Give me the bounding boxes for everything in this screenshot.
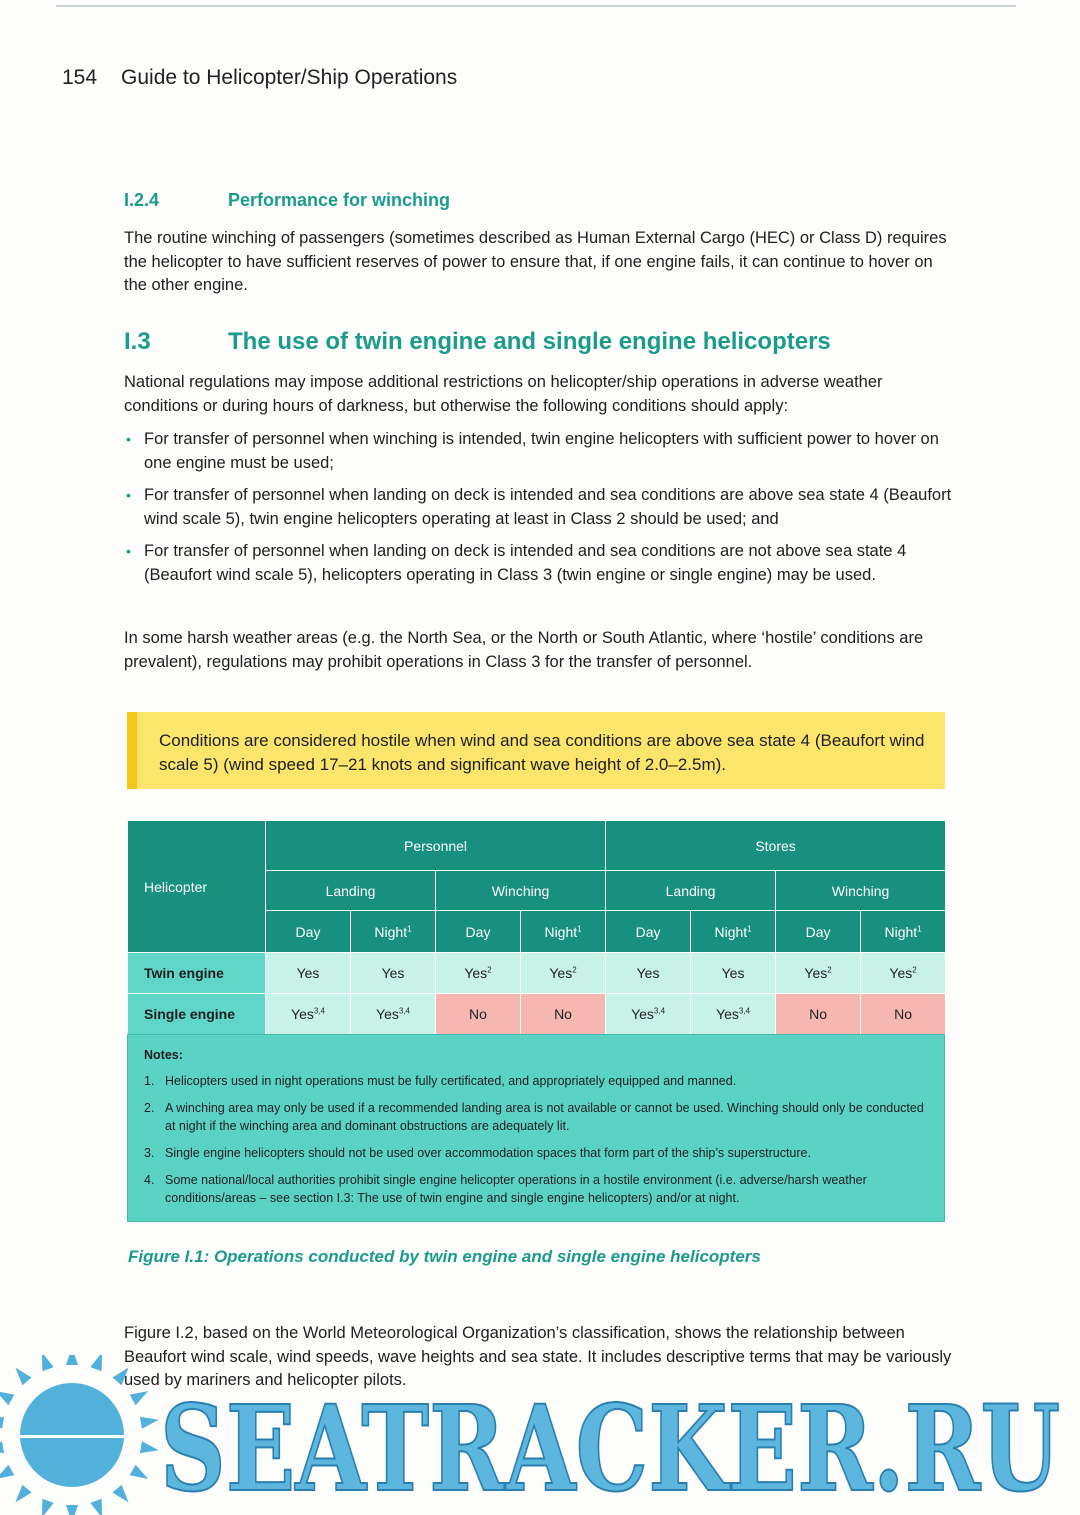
header-helicopter: Helicopter (128, 821, 266, 953)
table-row (128, 953, 946, 994)
header-night: Night$^1$ (691, 911, 776, 953)
notes-list (144, 1072, 924, 1216)
header-stores-winching: Winching (776, 871, 946, 911)
header-personnel: Personnel (266, 821, 606, 871)
header-stores-landing: Landing (606, 871, 776, 911)
table-cell: Yes (691, 953, 776, 994)
conditions-list (124, 428, 954, 596)
list-item: • For transfer of personnel when winching is intended, twin engine helicopters with sufficient power to hover on one engine must be used; (126, 430, 939, 472)
list-item: 1. Helicopters used in night operations must be fully certificated, and appropriately equipped and manned. (144, 1074, 737, 1088)
closing-paragraph: Figure I.2, based on the World Meteorological Organization’s classification, shows the relationship between Beaufort wind scale, wind speeds, wave heights and sea state. It includes descriptive terms that may be variously used by mariners and helicopter pilots. (124, 1324, 952, 1389)
sun-icon (0, 1355, 160, 1515)
hostile-conditions-callout (127, 712, 945, 789)
figure-caption: Figure I.1: Operations conducted by twin engine and single engine helicopters (128, 1247, 761, 1266)
header-day: Day (266, 911, 351, 953)
section-title-124: Performance for winching (228, 190, 451, 210)
row-label-single-engine: Single engine (128, 994, 266, 1035)
header-night: Night$^1$ (351, 911, 436, 953)
table-cell: No (861, 994, 946, 1035)
row-label-twin-engine: Twin engine (128, 953, 266, 994)
table-cell: Yes$^2$ (861, 953, 946, 994)
intro-paragraph: National regulations may impose additional restrictions on helicopter/ship operations in adverse weather conditions or during hours of darkness, but otherwise the following conditions should apply: (124, 373, 883, 415)
table-cell: Yes$^2$ (436, 953, 521, 994)
watermark-text: SEATRACKER.RU (160, 1379, 1060, 1515)
header-stores: Stores (606, 821, 946, 871)
table-cell: Yes$^{3,4}$ (606, 994, 691, 1035)
bullet-icon: • (126, 431, 131, 447)
header-night: Night$^1$ (521, 911, 606, 953)
table-notes (127, 1034, 945, 1222)
operations-table (127, 820, 946, 1035)
header-night: Night$^1$ (861, 911, 946, 953)
running-title: Guide to Helicopter/Ship Operations (121, 66, 458, 89)
table-cell: No (521, 994, 606, 1035)
header-personnel-landing: Landing (266, 871, 436, 911)
top-rule (56, 5, 1016, 7)
table-cell: Yes$^{3,4}$ (351, 994, 436, 1035)
running-header (62, 66, 457, 90)
table-cell: No (776, 994, 861, 1035)
header-day: Day (436, 911, 521, 953)
section-title-13: The use of twin engine and single engine helicopters (228, 328, 831, 355)
list-item: • For transfer of personnel when landing on deck is intended and sea conditions are above sea state 4 (Beaufort wind scale 5), twin engine helicopters operating at least in Class 2 should be used; and (126, 486, 952, 528)
header-day: Day (776, 911, 861, 953)
table-cell: No (436, 994, 521, 1035)
table-cell: Yes$^{3,4}$ (266, 994, 351, 1035)
bullet-icon: • (126, 543, 131, 559)
callout-text: Conditions are considered hostile when wind and sea conditions are above sea state 4 (Beaufort wind scale 5) (wind speed 17–21 knots and significant wave height of 2.0–2.5m). (159, 731, 925, 774)
bullet-icon: • (126, 487, 131, 503)
list-item: 2. A winching area may only be used if a recommended landing area is not available or cannot be used. Winching should only be conducted at night if the winching area and dominant obstructions are adequately lit. (144, 1101, 924, 1133)
list-item: • For transfer of personnel when landing on deck is intended and sea conditions are not above sea state 4 (Beaufort wind scale 5), helicopters operating in Class 3 (twin engine or single engine) may be used. (126, 542, 907, 584)
table-cell: Yes$^2$ (776, 953, 861, 994)
section-number-124: I.2.4 (124, 190, 160, 210)
table-cell: Yes (266, 953, 351, 994)
list-item: 3. Single engine helicopters should not be used over accommodation spaces that form part of the ship’s superstructure. (144, 1146, 811, 1160)
list-item: 4. Some national/local authorities prohibit single engine helicopter operations in a hostile environment (i.e. adverse/harsh weather conditions/areas – see section I.3: The use of twin engine and single engine helicopters) and/or at night. (144, 1173, 867, 1205)
table-cell: Yes$^2$ (521, 953, 606, 994)
header-personnel-winching: Winching (436, 871, 606, 911)
table-row (128, 994, 946, 1035)
table-cell: Yes (351, 953, 436, 994)
table-cell: Yes$^{3,4}$ (691, 994, 776, 1035)
page-number: 154 (62, 66, 98, 89)
watermark (0, 1355, 1080, 1515)
header-day: Day (606, 911, 691, 953)
notes-title: Notes: (144, 1048, 183, 1062)
winching-paragraph: The routine winching of passengers (sometimes described as Human External Cargo (HEC) or Class D) requires the helicopter to have sufficient reserves of power to ensure that, if one engine fails, it can continue to hover on the other engine. (124, 229, 947, 294)
table-cell: Yes (606, 953, 691, 994)
harsh-weather-paragraph: In some harsh weather areas (e.g. the North Sea, or the North or South Atlantic, where ‘hostile’ conditions are prevalent), regulations may prohibit operations in Class 3 for the transfer of personnel. (124, 629, 924, 671)
section-number-13: I.3 (124, 328, 151, 355)
